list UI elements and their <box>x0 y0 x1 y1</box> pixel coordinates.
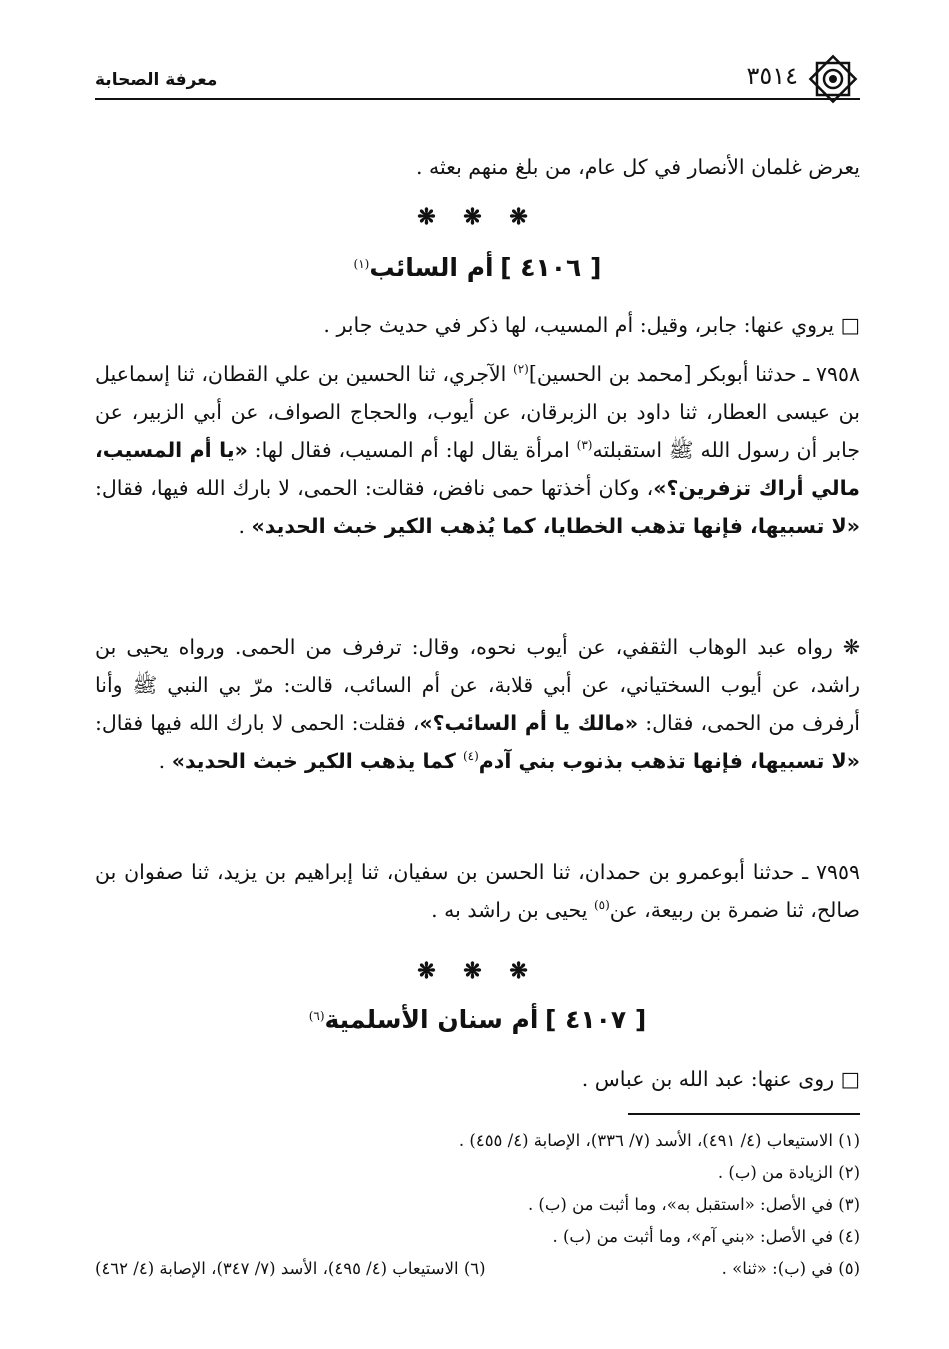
book-title: معرفة الصحابة <box>95 70 218 90</box>
footnote-1: (١) الاستيعاب (٤/ ٤٩١)، الأسد (٧/ ٣٣٦)، الإصابة (٤/ ٤٥٥) . <box>458 1131 860 1150</box>
hadith-text: ، فقلت: الحمى لا بارك الله فيها فقال: <box>95 711 420 735</box>
hadith-text: ٧٩٥٨ ـ حدثنا أبوبكر [محمد بن الحسين] <box>528 362 860 386</box>
footnote-divider <box>628 1113 860 1115</box>
hadith-7959 <box>95 853 860 929</box>
entry-narrators: □ يروي عنها: جابر، وقيل: أم المسيب، لها ذكر في حديث جابر . <box>323 313 860 337</box>
footnote-ref: (٦) <box>308 1009 325 1024</box>
hadith-text: ❋ رواه عبد الوهاب الثقفي، عن أيوب نحوه، وقال: ترفرف من الحمى. ورواه يحيى بن راشد، عن أيوب السختياني، عن أبي قلابة، عن أم السائب، قالت: مرّ بي النبي ﷺ وأنا أرفرف من الحمى، فقال: <box>95 635 860 735</box>
opening-line: يعرض غلمان الأنصار في كل عام، من بلغ منهم بعثه . <box>415 155 860 179</box>
prophetic-quote: «لا تسبيها، فإنها تذهب الخطايا، كما يُذهب الكير خبث الحديد» <box>251 514 860 538</box>
entry-name: أم سنان الأسلمية <box>324 1005 539 1034</box>
hadith-text: ٧٩٥٩ ـ حدثنا أبوعمرو بن حمدان، ثنا الحسن بن سفيان، ثنا إبراهيم بن يزيد، ثنا صفوان بن صالح، ثنا ضمرة بن ربيعة، عن <box>95 860 860 922</box>
section-separator: ❋ ❋ ❋ <box>417 204 538 230</box>
footnotes <box>95 1125 860 1285</box>
footnote-ref: (٢) <box>513 362 529 377</box>
footnote-row-last <box>95 1253 860 1285</box>
hadith-text: ، وكان أخذتها حمى نافض، فقالت: الحمى، لا بارك الله فيها، فقال: <box>95 476 654 500</box>
star-ornament-icon <box>806 52 860 106</box>
footnote-6: (٦) الاستيعاب (٤/ ٤٩٥)، الأسد (٧/ ٣٤٧)، الإصابة (٤/ ٤٦٢) <box>95 1259 486 1278</box>
riwaya-paragraph <box>95 628 860 780</box>
entry-name: أم السائب <box>369 253 494 282</box>
hadith-text: امرأة يقال لها: أم المسيب، فقال لها: <box>247 438 577 462</box>
footnote-ref: (٣) <box>576 438 593 453</box>
hadith-text: . <box>158 749 172 773</box>
hadith-7958 <box>95 355 860 545</box>
entry-heading-4107 <box>95 1000 860 1041</box>
prophetic-quote: «لا تسبيها، فإنها تذهب بذنوب بني آدم <box>478 749 860 773</box>
prophetic-quote: «مالك يا أم السائب؟» <box>419 711 639 735</box>
prophetic-quote: «يا أم المسيب، مالي أراك تزفرين؟» <box>95 438 861 500</box>
hadith-text: يحيى بن راشد به . <box>431 898 594 922</box>
footnote-3: (٣) في الأصل: «استقبل به»، وما أثبت من (ب) . <box>527 1195 860 1214</box>
entry-narrators: □ روى عنها: عبد الله بن عباس . <box>581 1067 860 1091</box>
section-separator: ❋ ❋ ❋ <box>417 958 538 984</box>
entry-number: [ ٤١٠٧ ] <box>544 1005 647 1034</box>
footnote-ref: (١) <box>353 257 370 272</box>
entry-heading-4106 <box>95 248 860 289</box>
footnote-ref: (٥) <box>593 898 610 913</box>
page-number: ٣٥١٤ <box>746 62 798 90</box>
entry-number: [ ٤١٠٦ ] <box>500 253 602 282</box>
hadith-text: . <box>238 514 252 538</box>
footnote-ref: (٤) <box>462 749 479 764</box>
footnote-5: (٥) في (ب): «ثنا» . <box>721 1259 860 1278</box>
prophetic-quote: كما يذهب الكير خبث الحديد» <box>171 749 463 773</box>
footnote-2: (٢) الزيادة من (ب) . <box>717 1163 860 1182</box>
footnote-4: (٤) في الأصل: «بني آم»، وما أثبت من (ب) . <box>552 1227 860 1246</box>
page-header <box>95 58 860 100</box>
hadith-text: الآجري، ثنا الحسين بن علي القطان، ثنا إسماعيل بن عيسى العطار، ثنا داود بن الزبرقان، عن أيوب، والحجاج الصواف، عن أبي الزبير، عن جابر أن رسول الله ﷺ استقبلته <box>95 362 860 462</box>
